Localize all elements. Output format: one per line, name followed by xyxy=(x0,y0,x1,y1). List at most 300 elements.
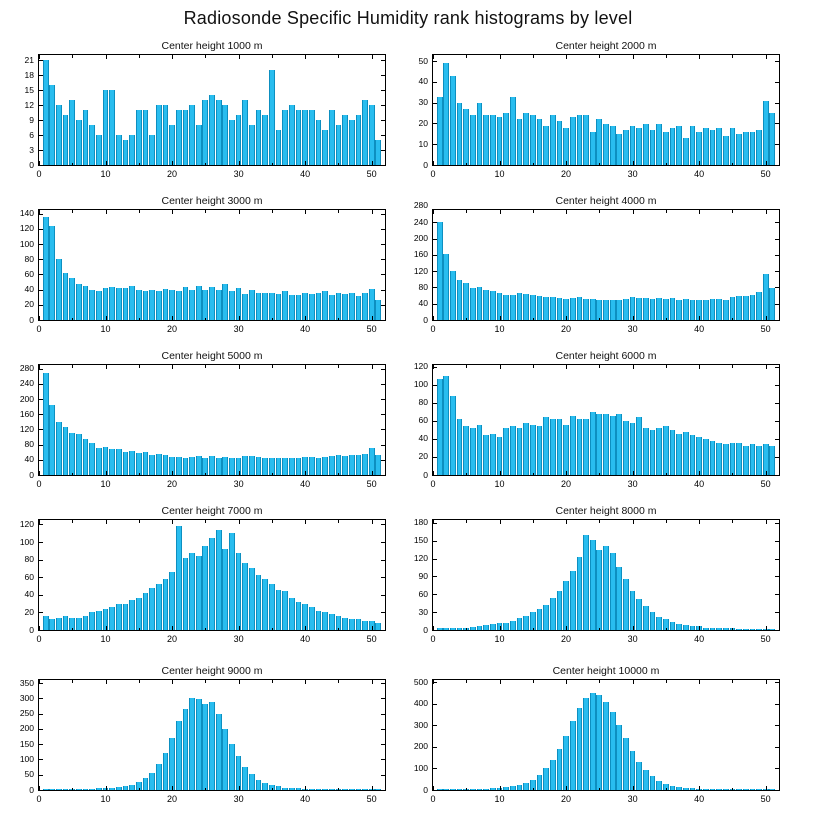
y-tick xyxy=(433,255,437,256)
y-tick xyxy=(39,105,43,106)
bar xyxy=(443,628,449,630)
x-tick xyxy=(699,520,700,524)
x-minor-tick xyxy=(338,628,339,631)
y-tick xyxy=(381,244,385,245)
bar xyxy=(202,546,208,630)
bar xyxy=(143,452,149,475)
x-tick-label: 0 xyxy=(430,634,436,644)
bar xyxy=(242,294,248,320)
x-tick-label: 30 xyxy=(627,634,638,644)
bar xyxy=(329,614,335,630)
bar xyxy=(736,443,742,475)
bar xyxy=(136,598,142,630)
x-minor-tick xyxy=(666,365,667,368)
bar xyxy=(222,105,228,165)
x-tick-label: 10 xyxy=(100,169,111,179)
bar xyxy=(710,130,716,165)
x-tick-label: 50 xyxy=(366,634,377,644)
x-tick xyxy=(106,210,107,214)
bar xyxy=(189,698,195,790)
y-tick-label: 120 xyxy=(413,553,428,564)
bar xyxy=(76,434,82,475)
bar xyxy=(676,300,682,320)
y-tick-label: 18 xyxy=(24,69,34,80)
bar xyxy=(256,457,262,475)
panel-title: Center height 4000 m xyxy=(555,195,657,207)
y-tick-label: 150 xyxy=(413,535,428,546)
x-minor-tick xyxy=(466,520,467,523)
y-tick xyxy=(39,90,43,91)
x-tick xyxy=(699,786,700,790)
bar xyxy=(169,125,175,165)
y-tick xyxy=(39,714,43,715)
bar xyxy=(656,617,662,630)
bar xyxy=(256,780,262,790)
x-tick xyxy=(305,626,306,630)
x-tick xyxy=(106,316,107,320)
x-minor-tick xyxy=(205,163,206,166)
bar xyxy=(96,448,102,475)
bar xyxy=(703,439,709,475)
bar xyxy=(763,101,769,165)
y-tick-label: 40 xyxy=(418,433,428,444)
bar xyxy=(463,283,469,320)
x-minor-tick xyxy=(466,365,467,368)
bar xyxy=(570,721,576,790)
x-minor-tick xyxy=(338,163,339,166)
bar xyxy=(477,425,483,475)
y-tick-label: 80 xyxy=(24,554,34,565)
y-tick xyxy=(433,768,437,769)
bar xyxy=(189,457,195,475)
x-tick-label: 20 xyxy=(167,479,178,489)
x-minor-tick xyxy=(599,628,600,631)
bar xyxy=(76,284,82,320)
bar xyxy=(43,616,49,630)
bar xyxy=(563,128,569,165)
x-minor-tick xyxy=(599,788,600,791)
x-tick-label: 50 xyxy=(760,324,771,334)
x-minor-tick xyxy=(72,520,73,523)
x-minor-tick xyxy=(205,318,206,321)
x-tick-label: 0 xyxy=(36,324,42,334)
bar xyxy=(242,100,248,165)
y-tick xyxy=(433,576,437,577)
bar xyxy=(463,426,469,475)
bar xyxy=(670,298,676,320)
x-tick xyxy=(633,626,634,630)
bar xyxy=(756,629,762,630)
bar xyxy=(316,458,322,475)
bar xyxy=(723,628,729,630)
bar xyxy=(530,295,536,320)
x-minor-tick xyxy=(466,55,467,58)
bar xyxy=(183,709,189,790)
x-minor-tick xyxy=(139,520,140,523)
y-tick-label: 200 xyxy=(19,723,34,734)
x-tick xyxy=(239,680,240,684)
y-tick xyxy=(775,704,779,705)
x-tick xyxy=(305,471,306,475)
x-tick xyxy=(633,471,634,475)
x-tick xyxy=(372,161,373,165)
x-minor-tick xyxy=(466,680,467,683)
bar xyxy=(736,629,742,630)
y-tick xyxy=(381,630,385,631)
bar xyxy=(696,437,702,475)
bar xyxy=(342,618,348,630)
y-tick xyxy=(381,759,385,760)
y-tick-label: 40 xyxy=(418,298,428,309)
x-tick-label: 0 xyxy=(36,479,42,489)
y-tick-label: 280 xyxy=(413,200,428,211)
bar xyxy=(362,621,368,630)
x-tick xyxy=(305,520,306,524)
bar xyxy=(196,556,202,630)
y-tick xyxy=(775,421,779,422)
x-minor-tick xyxy=(666,55,667,58)
bar-series xyxy=(39,210,385,320)
x-tick xyxy=(106,626,107,630)
y-tick-label: 0 xyxy=(423,469,428,480)
x-tick xyxy=(372,316,373,320)
panel-grid xyxy=(0,40,816,824)
y-tick xyxy=(381,384,385,385)
x-minor-tick xyxy=(533,210,534,213)
bar xyxy=(577,419,583,475)
bar xyxy=(523,294,529,320)
x-tick xyxy=(633,55,634,59)
bar xyxy=(550,297,556,320)
bar xyxy=(156,454,162,475)
bar xyxy=(163,579,169,630)
y-tick xyxy=(381,320,385,321)
x-tick xyxy=(566,680,567,684)
y-tick-label: 160 xyxy=(413,249,428,260)
x-tick xyxy=(633,316,634,320)
bar xyxy=(282,110,288,165)
x-minor-tick xyxy=(272,318,273,321)
y-tick xyxy=(381,744,385,745)
bar xyxy=(242,563,248,630)
x-tick-label: 40 xyxy=(694,324,705,334)
bar xyxy=(349,293,355,320)
bar xyxy=(342,456,348,475)
x-tick xyxy=(500,520,501,524)
axes-frame xyxy=(38,364,386,476)
bar xyxy=(596,119,602,165)
bar xyxy=(316,293,322,320)
x-tick-label: 40 xyxy=(300,794,311,804)
x-tick-label: 0 xyxy=(36,634,42,644)
x-minor-tick xyxy=(272,788,273,791)
y-tick xyxy=(775,320,779,321)
bar xyxy=(643,428,649,475)
bar xyxy=(256,110,262,165)
x-tick xyxy=(172,626,173,630)
bar xyxy=(683,299,689,320)
y-tick xyxy=(39,560,43,561)
bar xyxy=(503,113,509,165)
bar xyxy=(750,444,756,475)
y-tick-label: 250 xyxy=(19,708,34,719)
x-tick xyxy=(239,626,240,630)
bar xyxy=(610,300,616,320)
y-tick xyxy=(381,698,385,699)
bar xyxy=(136,290,142,320)
bar xyxy=(590,540,596,630)
y-tick xyxy=(39,775,43,776)
bar xyxy=(143,778,149,790)
y-tick-label: 240 xyxy=(19,378,34,389)
bar xyxy=(202,704,208,790)
y-tick-label: 240 xyxy=(413,216,428,227)
x-tick xyxy=(500,786,501,790)
bar xyxy=(209,95,215,165)
y-tick xyxy=(39,290,43,291)
bar xyxy=(650,299,656,320)
bar xyxy=(750,789,756,790)
y-tick xyxy=(39,399,43,400)
bar xyxy=(156,291,162,320)
x-minor-tick xyxy=(466,318,467,321)
y-tick xyxy=(39,229,43,230)
x-minor-tick xyxy=(272,365,273,368)
y-tick-label: 21 xyxy=(24,54,34,65)
bar xyxy=(543,126,549,165)
y-tick xyxy=(39,683,43,684)
bar xyxy=(56,105,62,165)
panel-title: Center height 7000 m xyxy=(161,505,263,517)
x-minor-tick xyxy=(72,788,73,791)
bar xyxy=(49,226,55,320)
bar xyxy=(229,744,235,790)
bar xyxy=(557,749,563,790)
bar xyxy=(282,591,288,630)
x-tick xyxy=(633,680,634,684)
x-tick xyxy=(566,365,567,369)
bar xyxy=(309,457,315,475)
x-minor-tick xyxy=(732,318,733,321)
y-tick xyxy=(39,429,43,430)
plot-area xyxy=(24,54,386,179)
x-minor-tick xyxy=(533,55,534,58)
bar xyxy=(656,298,662,320)
y-tick-label: 500 xyxy=(413,676,428,687)
x-tick xyxy=(39,55,40,59)
x-tick-label: 30 xyxy=(233,169,244,179)
x-minor-tick xyxy=(466,210,467,213)
bar xyxy=(176,526,182,630)
bar xyxy=(477,103,483,165)
x-minor-tick xyxy=(139,365,140,368)
x-minor-tick xyxy=(272,163,273,166)
y-tick-label: 50 xyxy=(418,55,428,66)
x-tick xyxy=(372,471,373,475)
bar xyxy=(683,788,689,790)
bar xyxy=(517,293,523,320)
bar xyxy=(703,789,709,790)
bar xyxy=(517,618,523,630)
bar xyxy=(623,421,629,475)
bar xyxy=(477,789,483,790)
y-tick xyxy=(433,320,437,321)
x-minor-tick xyxy=(599,520,600,523)
bar xyxy=(670,622,676,630)
bar xyxy=(450,789,456,790)
panel-title: Center height 2000 m xyxy=(555,40,657,52)
y-tick xyxy=(381,135,385,136)
y-tick xyxy=(381,214,385,215)
y-tick xyxy=(39,414,43,415)
bar xyxy=(236,756,242,790)
bar xyxy=(296,458,302,475)
bar xyxy=(236,115,242,165)
bar xyxy=(362,454,368,475)
y-tick xyxy=(381,542,385,543)
bar xyxy=(342,789,348,790)
x-tick-label: 20 xyxy=(167,794,178,804)
plot-area xyxy=(418,54,780,179)
y-tick-label: 80 xyxy=(24,253,34,264)
x-tick xyxy=(239,786,240,790)
y-tick xyxy=(775,385,779,386)
y-tick-label: 20 xyxy=(418,117,428,128)
x-minor-tick xyxy=(72,163,73,166)
y-tick-label: 400 xyxy=(413,698,428,709)
bar xyxy=(477,626,483,630)
x-tick-label: 0 xyxy=(430,794,436,804)
x-tick-label: 30 xyxy=(233,324,244,334)
plot-area xyxy=(19,363,386,489)
bar xyxy=(282,788,288,790)
bar xyxy=(309,110,315,165)
bar xyxy=(710,628,716,630)
y-tick xyxy=(775,475,779,476)
x-minor-tick xyxy=(338,210,339,213)
y-tick xyxy=(433,790,437,791)
bar xyxy=(490,115,496,165)
y-tick xyxy=(433,144,437,145)
x-tick xyxy=(172,210,173,214)
y-tick-label: 40 xyxy=(24,284,34,295)
bar xyxy=(169,738,175,790)
y-tick-label: 100 xyxy=(19,536,34,547)
bar xyxy=(49,619,55,630)
bar xyxy=(196,699,202,790)
x-minor-tick xyxy=(533,628,534,631)
bar xyxy=(163,455,169,475)
bar xyxy=(443,63,449,165)
y-tick-label: 100 xyxy=(19,753,34,764)
bar xyxy=(450,396,456,475)
bar xyxy=(216,530,222,630)
y-tick xyxy=(775,287,779,288)
bar xyxy=(375,140,381,165)
bar xyxy=(756,292,762,320)
y-tick xyxy=(433,682,437,683)
x-tick xyxy=(305,680,306,684)
x-tick xyxy=(766,161,767,165)
x-minor-tick xyxy=(466,163,467,166)
bar xyxy=(523,616,529,630)
x-minor-tick xyxy=(732,163,733,166)
bar xyxy=(196,456,202,475)
bar xyxy=(129,600,135,630)
x-tick xyxy=(766,626,767,630)
x-minor-tick xyxy=(72,628,73,631)
y-tick xyxy=(433,612,437,613)
bar xyxy=(590,693,596,790)
bar xyxy=(262,458,268,475)
bar xyxy=(470,627,476,630)
y-tick-label: 40 xyxy=(24,454,34,465)
axes-frame xyxy=(38,54,386,166)
bar xyxy=(69,100,75,165)
bar xyxy=(342,115,348,165)
bar xyxy=(743,789,749,790)
bar xyxy=(676,787,682,790)
bar xyxy=(222,284,228,320)
y-tick xyxy=(39,630,43,631)
y-tick xyxy=(381,229,385,230)
bar xyxy=(590,132,596,165)
y-tick xyxy=(381,75,385,76)
bar xyxy=(457,628,463,630)
y-tick xyxy=(381,445,385,446)
x-tick xyxy=(106,471,107,475)
bar xyxy=(650,430,656,475)
bar xyxy=(76,789,82,790)
bar xyxy=(483,115,489,165)
axes-frame xyxy=(38,209,386,321)
x-minor-tick xyxy=(338,680,339,683)
bar xyxy=(216,714,222,790)
x-tick xyxy=(372,210,373,214)
x-minor-tick xyxy=(666,680,667,683)
bar xyxy=(537,426,543,475)
bar xyxy=(603,300,609,320)
bar xyxy=(262,783,268,790)
bar xyxy=(623,579,629,630)
bar xyxy=(156,584,162,630)
bar xyxy=(276,590,282,630)
x-minor-tick xyxy=(72,55,73,58)
x-tick xyxy=(433,55,434,59)
x-minor-tick xyxy=(533,788,534,791)
x-minor-tick xyxy=(272,628,273,631)
bar xyxy=(670,786,676,790)
y-tick xyxy=(433,239,437,240)
x-tick-label: 30 xyxy=(233,634,244,644)
x-tick-label: 20 xyxy=(167,324,178,334)
bar xyxy=(563,736,569,790)
bar xyxy=(503,428,509,475)
x-minor-tick xyxy=(205,210,206,213)
bar xyxy=(43,789,49,790)
bar xyxy=(443,254,449,320)
x-tick-label: 20 xyxy=(167,634,178,644)
y-tick xyxy=(433,271,437,272)
bar xyxy=(109,607,115,630)
bar xyxy=(176,110,182,165)
bar xyxy=(249,568,255,630)
x-minor-tick xyxy=(139,788,140,791)
x-tick xyxy=(239,471,240,475)
x-tick xyxy=(239,365,240,369)
bar xyxy=(503,295,509,320)
x-tick xyxy=(106,55,107,59)
